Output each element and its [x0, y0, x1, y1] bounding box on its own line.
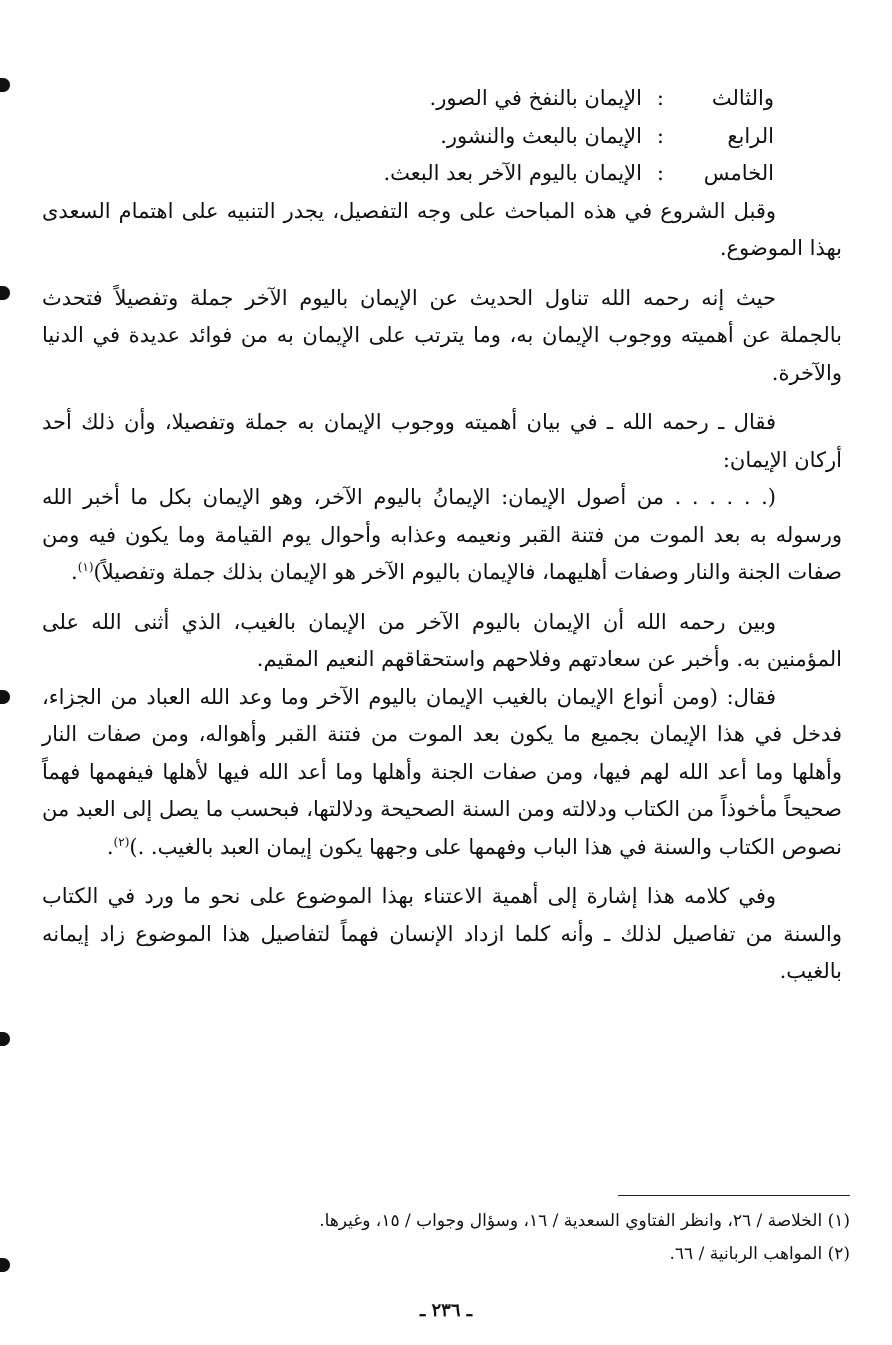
paragraph-text: فقال ـ رحمه الله ـ في بيان أهميته ووجوب الإيمان به جملة وتفصيلا، وأن ذلك أحد أركان الإيمان:	[42, 410, 842, 472]
list-item-colon: :	[656, 161, 664, 185]
quotation-paragraph: (. . . . . . من أصول الإيمان: الإيمانُ باليوم الآخر، وهو الإيمان بكل ما أخبر الله ورسوله به بعد الموت من فتنة القبر ونعيمه وعذابه وأحوال يوم القيامة وما يكون فيه ومن صفات الجنة والنار وصفات أهليهما، فالإيمان باليوم الآخر هو الإيمان بذلك جملة وتفصيلاً)$^{(١)}$.	[42, 485, 842, 584]
footnote: (٢) المواهب الربانية / ٦٦.	[669, 1244, 850, 1264]
paragraph-text: حيث إنه رحمه الله تناول الحديث عن الإيمان باليوم الآخر جملة وتفصيلاً فتحدث بالجملة عن أهميته ووجوب الإيمان به، وما يترتب على الإيمان به من فوائد عديدة في الدنيا والآخرة.	[42, 285, 842, 385]
paragraph-text: وبين رحمه الله أن الإيمان باليوم الآخر من الإيمان بالغيب، الذي أثنى الله على المؤمنين به. وأخبر عن سعادتهم وفلاحهم واستحقاقهم النعيم المقيم.	[42, 609, 842, 671]
main-text	[42, 80, 842, 991]
scan-artifact-mark	[0, 286, 10, 300]
paragraph	[42, 404, 842, 479]
paragraph-text: وفي كلامه هذا إشارة إلى أهمية الاعتناء بهذا الموضوع على نحو ما ورد في الكتاب والسنة من تفاصيل لذلك ـ وأنه كلما ازداد الإنسان فهماً لتفاصيل هذا الموضوع زاد إيمانه بالغيب.	[42, 884, 842, 983]
paragraph	[42, 604, 842, 679]
paragraph	[42, 878, 842, 991]
quotation-paragraph: فقال: (ومن أنواع الإيمان بالغيب الإيمان باليوم الآخر وما وعد الله العباد من الجزاء، فدخل في هذا الإيمان بجميع ما يكون بعد الموت من فتنة القبر وأهواله، ومن صفات النار وأهلها وما أعد الله لهم فيها، ومن صفات الجنة وأهلها وما أعد الله فيها لأهلها فيفهمها فهماً صحيحاً مأخوذاً من الكتاب ودلالته ومن السنة الصحيحة ودلالتها، فبحسب ما يصل إلى العبد من نصوص الكتاب والسنة في هذا الباب وفهمها على وجهها يكون إيمان العبد بالغيب. .)$^{(٢)}$.	[42, 684, 842, 859]
paragraph-text: وقبل الشروع في هذه المباحث على وجه التفصيل، يجدر التنبيه على اهتمام السعدى بهذا الموضوع.	[42, 198, 842, 260]
list-item	[42, 155, 842, 193]
scan-artifact-mark	[0, 78, 10, 92]
list-item-colon: :	[656, 86, 664, 110]
list-item	[42, 80, 842, 118]
footnote-divider	[618, 1195, 850, 1196]
list-item-label: الرابع	[727, 123, 774, 148]
footnote-reference: (١)	[77, 560, 94, 574]
paragraph	[42, 193, 842, 268]
footnotes	[60, 1205, 850, 1271]
list-item-text: الإيمان بالبعث والنشور.	[440, 123, 642, 148]
list-item-label: الخامس	[703, 161, 774, 185]
list-item-text: الإيمان بالنفخ في الصور.	[429, 86, 642, 110]
paragraph-text: فقال: (ومن أنواع الإيمان بالغيب الإيمان باليوم الآخر وما وعد الله العباد من الجزاء، فدخل في هذا الإيمان بجميع ما يكون بعد الموت من فتنة القبر وأهواله، ومن صفات النار وأهلها وما أعد الله لهم فيها، ومن صفات الجنة وأهلها وما أعد الله فيها لأهلها فيفهمها فهماً صحيحاً مأخوذاً من الكتاب ودلالته ومن السنة الصحيحة ودلالتها، فبحسب ما يصل إلى العبد من نصوص الكتاب والسنة في هذا الباب وفهمها على وجهها يكون إيمان العبد بالغيب. .)	[42, 684, 842, 859]
list-item-text: الإيمان باليوم الآخر بعد البعث.	[383, 161, 642, 185]
footnote-reference: (٢)	[113, 834, 130, 849]
paragraph	[42, 280, 842, 393]
list-item	[42, 118, 842, 156]
list-item-label: والثالث	[711, 86, 774, 110]
page-number: ـ ٢٣٦ ـ	[419, 1300, 473, 1321]
list-item-colon: :	[656, 123, 664, 148]
footnote: (١) الخلاصة / ٢٦، وانظر الفتاوي السعدية / ١٦، وسؤال وجواب / ١٥، وغيرها.	[319, 1211, 850, 1231]
paragraph-text: (. . . . . . من أصول الإيمان: الإيمانُ باليوم الآخر، وهو الإيمان بكل ما أخبر الله ورسوله به بعد الموت من فتنة القبر ونعيمه وعذابه وأحوال يوم القيامة وما يكون فيه ومن صفات الجنة والنار وصفات أهليهما، فالإيمان باليوم الآخر هو الإيمان بذلك جملة وتفصيلاً)	[42, 485, 842, 584]
scan-artifact-mark	[0, 690, 10, 704]
scan-artifact-mark	[0, 1032, 10, 1046]
scan-artifact-mark	[0, 1258, 10, 1272]
